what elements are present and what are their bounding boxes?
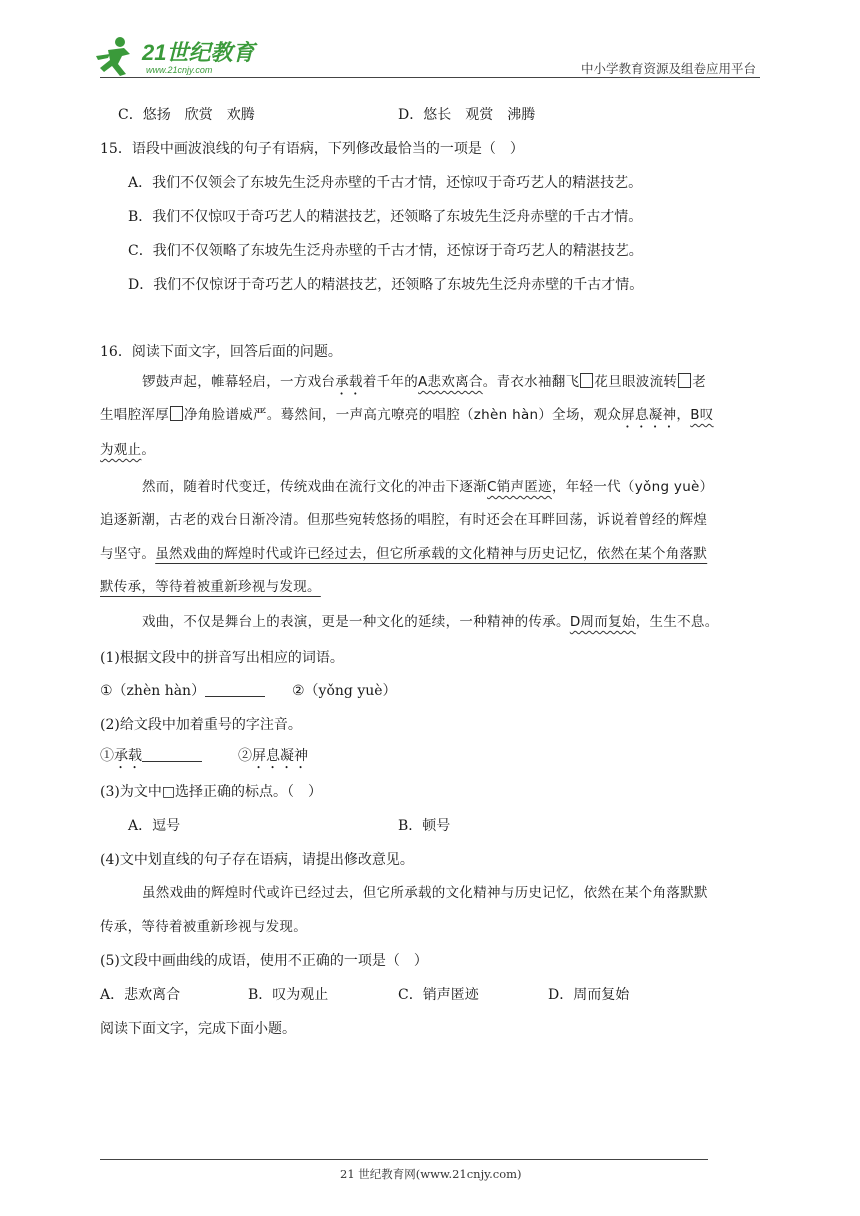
emphasized-word-pingxi: 屏息凝神 bbox=[621, 407, 677, 423]
header-divider bbox=[100, 77, 760, 78]
q15-option-b: B．我们不仅惊叹于奇巧艺人的精湛技艺，还领略了东坡先生泛舟赤壁的千古才情。 bbox=[128, 209, 643, 225]
text-span: 花旦眼波流转 bbox=[594, 374, 678, 390]
logo-url: www.21cnjy.com bbox=[146, 65, 213, 75]
text-span: ，生生不息。 bbox=[635, 614, 719, 630]
sub3-option-b: B．顿号 bbox=[398, 818, 451, 834]
punctuation-box bbox=[580, 373, 593, 388]
text-span: ， bbox=[676, 407, 691, 423]
runner-icon bbox=[96, 37, 130, 76]
idiom-a: A悲欢离合 bbox=[418, 374, 483, 390]
answer-blank[interactable] bbox=[205, 682, 265, 697]
q15-option-d: D．我们不仅惊讶于奇巧艺人的精湛技艺，还领略了东坡先生泛舟赤壁的千古才情。 bbox=[128, 277, 644, 293]
sub-question-2: (2)给文段中加着重号的字注音。 bbox=[100, 717, 302, 733]
punctuation-box bbox=[678, 373, 691, 388]
passage-p2-line3 bbox=[100, 544, 707, 564]
text-span: 。 bbox=[141, 442, 156, 458]
sub-question-1: (1)根据文段中的拼音写出相应的词语。 bbox=[100, 650, 344, 666]
text-span: 然而，随着时代变迁，传统戏曲在流行文化的冲击下逐渐 bbox=[142, 479, 487, 495]
underlined-sentence-part1: 虽然戏曲的辉煌时代或许已经过去，但它所承载的文化精神与历史记忆，依然在某个角落默 bbox=[155, 546, 708, 562]
sub1-item-b: ②（yǒng yuè） bbox=[292, 683, 397, 699]
q16-stem: 16．阅读下面文字，回答后面的问题。 bbox=[100, 344, 342, 360]
text-span: ② bbox=[238, 748, 252, 764]
text-span: 与坚守。 bbox=[100, 546, 156, 562]
idiom-b-part2: 为观止 bbox=[100, 442, 142, 458]
sub5-option-c: C．销声匿迹 bbox=[398, 987, 479, 1003]
q15-option-a: A．我们不仅领会了东坡先生泛舟赤壁的千古才情，还惊叹于奇巧艺人的精湛技艺。 bbox=[128, 175, 643, 191]
q14-option-d: D．悠长 观赏 沸腾 bbox=[398, 107, 536, 123]
sub4-quote-line2: 传承，等待着被重新珍视与发现。 bbox=[100, 919, 307, 935]
text-span: 锣鼓声起，帷幕轻启，一方戏台 bbox=[142, 374, 336, 390]
emphasized-word-chengzai: 承载 bbox=[335, 374, 363, 390]
sub2-item-a bbox=[100, 746, 202, 772]
sub5-option-a: A．悲欢离合 bbox=[100, 987, 181, 1003]
answer-blank[interactable] bbox=[142, 747, 202, 762]
text-span: 着千年的 bbox=[362, 374, 419, 390]
text-span: 净角脸谱威严。蓦然间，一声高亢嘹亮的唱腔（zhèn hàn）全场，观众 bbox=[184, 407, 622, 423]
footer-divider bbox=[100, 1159, 708, 1160]
q15-stem: 15．语段中画波浪线的句子有语病，下列修改最恰当的一项是（ ） bbox=[100, 141, 524, 157]
emphasized-word: 屏息凝神 bbox=[252, 748, 308, 764]
passage-p2-line4 bbox=[100, 577, 321, 597]
sub-question-4: (4)文中划直线的句子存在语病，请提出修改意见。 bbox=[100, 852, 414, 868]
sub-question-3: (3)为文中□选择正确的标点。（ ） bbox=[100, 784, 323, 800]
sub1-item-a bbox=[100, 681, 265, 701]
sub5-option-d: D．周而复始 bbox=[548, 987, 630, 1003]
site-logo bbox=[94, 34, 264, 78]
logo-text: 21世纪教育 bbox=[142, 40, 255, 65]
emphasized-word: 承载 bbox=[114, 748, 142, 764]
sub5-option-b: B．叹为观止 bbox=[248, 987, 329, 1003]
passage-p1-line2 bbox=[100, 405, 714, 431]
q14-option-c: C．悠扬 欣赏 欢腾 bbox=[118, 107, 255, 123]
sub3-option-a: A．逗号 bbox=[128, 818, 181, 834]
q15-option-c: C．我们不仅领略了东坡先生泛舟赤壁的千古才情，还惊讶于奇巧艺人的精湛技艺。 bbox=[128, 243, 643, 259]
text-span: ① bbox=[100, 748, 114, 764]
text-span: 生唱腔浑厚 bbox=[100, 407, 169, 423]
text-span: ①（zhèn hàn） bbox=[100, 683, 206, 699]
idiom-c: C销声匿迹 bbox=[487, 479, 552, 495]
passage-p1-line3 bbox=[100, 440, 155, 460]
passage-p2-line1 bbox=[142, 477, 713, 497]
sub-question-5: (5)文段中画曲线的成语，使用不正确的一项是（ ） bbox=[100, 953, 428, 969]
sub2-item-b bbox=[238, 746, 308, 772]
idiom-d: D周而复始 bbox=[569, 614, 636, 630]
text-span: ，年轻一代（yǒng yuè） bbox=[551, 479, 714, 495]
passage-p2-line2: 追逐新潮，古老的戏台日渐冷清。但那些宛转悠扬的唱腔，有时还会在耳畔回荡，诉说着曾经的辉煌 bbox=[100, 512, 708, 528]
underlined-sentence-part2: 默传承，等待着被重新珍视与发现。 bbox=[100, 579, 321, 595]
passage-p1-line1 bbox=[142, 372, 706, 398]
footer-text: 21 世纪教育网(www.21cnjy.com) bbox=[340, 1167, 522, 1181]
idiom-b-part1: B叹 bbox=[690, 407, 714, 423]
next-section-intro: 阅读下面文字，完成下面小题。 bbox=[100, 1021, 296, 1037]
punctuation-box bbox=[170, 406, 183, 421]
sub4-quote-line1: 虽然戏曲的辉煌时代或许已经过去，但它所承载的文化精神与历史记忆，依然在某个角落默默 bbox=[142, 885, 708, 901]
text-span: 戏曲，不仅是舞台上的表演，更是一种文化的延续，一种精神的传承。 bbox=[142, 614, 570, 630]
platform-name: 中小学教育资源及组卷应用平台 bbox=[580, 61, 756, 76]
text-span: 。青衣水袖翻飞 bbox=[482, 374, 580, 390]
passage-p3 bbox=[142, 612, 719, 632]
text-span: 老 bbox=[692, 374, 706, 390]
